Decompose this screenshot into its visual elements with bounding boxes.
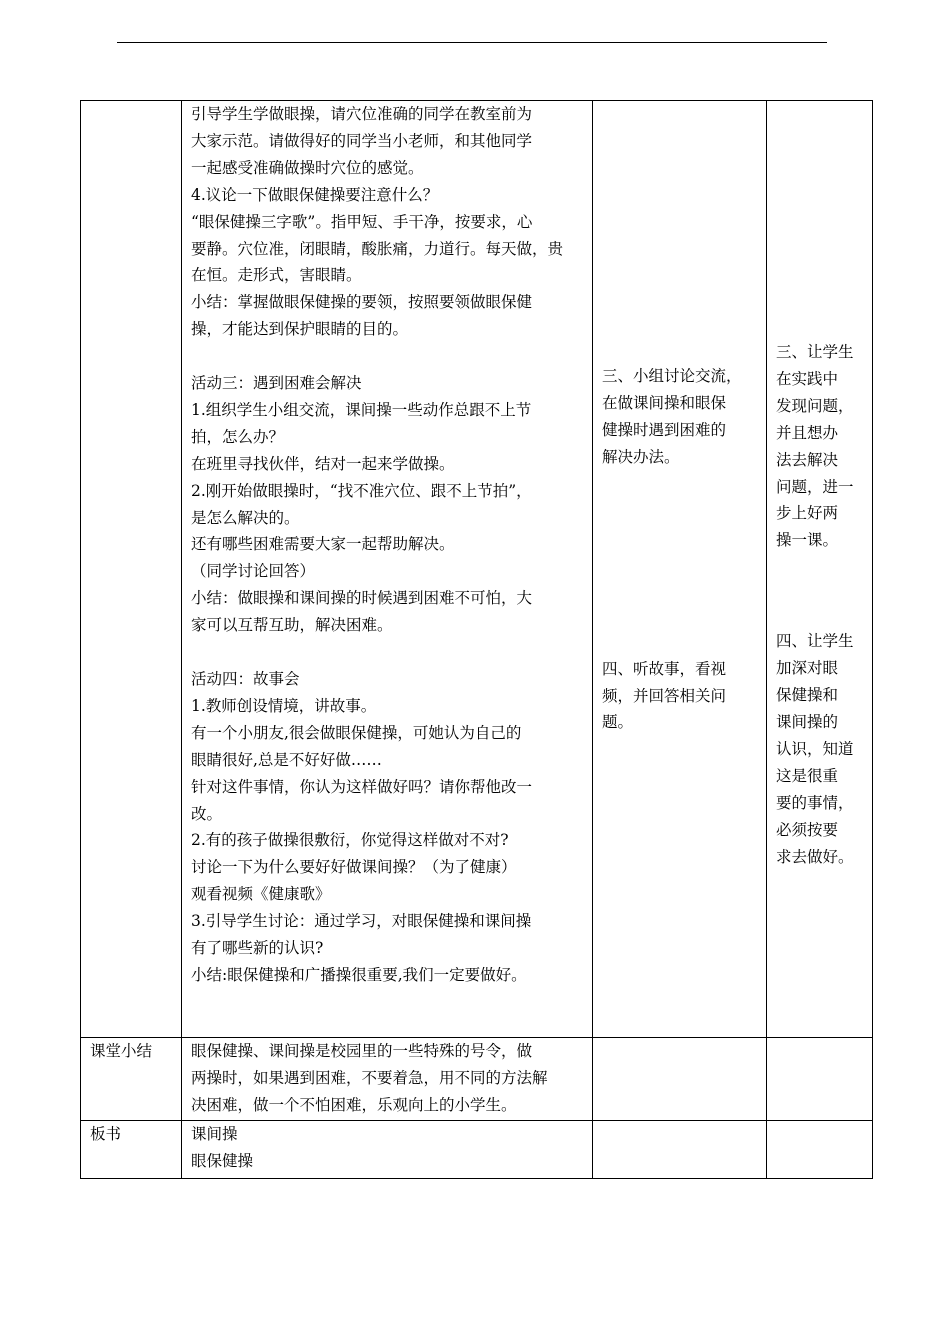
- student-activity-3-line: 解决办法。: [602, 447, 680, 466]
- blank-line: [191, 639, 583, 666]
- process-line: 在恒。走形式，害眼睛。: [191, 266, 362, 285]
- process-line: 小结：掌握做眼保健操的要领，按照要领做眼保健: [191, 293, 533, 312]
- student-activity-3-line: 在做课间操和眼保: [602, 393, 727, 412]
- board-line: 课间操: [191, 1125, 238, 1143]
- summary-empty-cell: [767, 1038, 873, 1121]
- design-intent-4-line: 课间操的: [776, 712, 839, 731]
- process-line: 眼睛很好,总是不好好做……: [191, 750, 382, 769]
- summary-row: [81, 1038, 873, 1121]
- process-line: 有一个小朋友,很会做眼保健操，可她认为自己的: [191, 723, 522, 742]
- process-line: 要静。穴位准，闭眼睛，酸胀痛，力道行。每天做，贵: [191, 239, 564, 258]
- process-line: 2.有的孩子做操很敷衍，你觉得这样做对不对?: [191, 831, 509, 850]
- process-line: “眼保健操三字歌”。指甲短、手干净，按要求，心: [191, 212, 533, 231]
- board-empty-cell: [593, 1121, 767, 1179]
- process-line: 针对这件事情，你认为这样做好吗？请你帮他改一: [191, 777, 533, 796]
- design-intent-4-line: 保健操和: [776, 686, 839, 705]
- student-activity-4-line: 四、听故事，看视: [602, 659, 727, 678]
- process-line: 2.刚开始做眼操时，“找不准穴位、跟不上节拍”，: [191, 481, 532, 500]
- summary-label: 课堂小结: [81, 1038, 182, 1121]
- design-intent-3-line: 并且想办: [776, 423, 839, 442]
- design-intent-4-line: 加深对眼: [776, 659, 839, 678]
- student-activity-3-line: 健操时遇到困难的: [602, 420, 727, 439]
- process-line: 改。: [191, 804, 223, 823]
- blank-line: [191, 343, 583, 370]
- process-line: 引导学生学做眼操，请穴位准确的同学在教室前为: [191, 105, 533, 123]
- process-line: 一起感受准确做操时穴位的感觉。: [191, 158, 424, 177]
- student-activity-cell: [593, 101, 767, 1038]
- process-line: 1.教师创设情境，讲故事。: [191, 696, 377, 715]
- design-intent-4-line: 认识，知道: [776, 739, 854, 758]
- board-row: [81, 1121, 873, 1179]
- header-rule: [117, 42, 827, 43]
- process-line: 还有哪些困难需要大家一起帮助解决。: [191, 535, 455, 554]
- process-line: 是怎么解决的。: [191, 508, 300, 527]
- process-line: 操，才能达到保护眼睛的目的。: [191, 320, 409, 339]
- activity-row: [81, 101, 873, 1038]
- design-intent-cell: [767, 101, 873, 1038]
- lesson-plan-table: [80, 100, 873, 1179]
- process-line: 讨论一下为什么要好好做课间操？（为了健康）: [191, 858, 517, 877]
- student-activity-4-line: 题。: [602, 713, 634, 732]
- process-line: 小结：做眼操和课间操的时候遇到困难不可怕，大: [191, 589, 533, 608]
- teaching-process-cell: [182, 101, 593, 1038]
- process-line: 观看视频《健康歌》: [191, 885, 331, 904]
- board-content-cell: [182, 1121, 593, 1179]
- board-empty-cell: [767, 1121, 873, 1179]
- design-intent-4-line: 这是很重: [776, 766, 839, 785]
- activity-3-heading: 活动三：遇到困难会解决: [191, 374, 362, 393]
- design-intent-3-line: 法去解决: [776, 450, 839, 469]
- activity-row-label-cell: [81, 101, 182, 1038]
- summary-line: 决困难，做一个不怕困难，乐观向上的小学生。: [191, 1095, 517, 1114]
- design-intent-3-line: 问题，进一: [776, 477, 854, 496]
- process-line: 3.引导学生讨论：通过学习，对眼保健操和课间操: [191, 912, 532, 931]
- process-line: 在班里寻找伙伴，结对一起来学做操。: [191, 454, 455, 473]
- student-activity-3-line: 三、小组讨论交流，: [602, 367, 742, 385]
- process-line: 有了哪些新的认识?: [191, 939, 324, 958]
- activity-4-heading: 活动四：故事会: [191, 670, 300, 688]
- process-line: 大家示范。请做得好的同学当小老师，和其他同学: [191, 131, 533, 150]
- board-label: 板书: [81, 1121, 182, 1179]
- design-intent-3-line: 步上好两: [776, 504, 839, 523]
- summary-line: 两操时，如果遇到困难，不要着急，用不同的方法解: [191, 1068, 548, 1087]
- process-line: 小结:眼保健操和广播操很重要,我们一定要做好。: [191, 965, 527, 984]
- design-intent-4-line: 求去做好。: [776, 847, 854, 866]
- design-intent-3-line: 操一课。: [776, 531, 839, 550]
- summary-empty-cell: [593, 1038, 767, 1121]
- summary-line: 眼保健操、课间操是校园里的一些特殊的号令，做: [191, 1042, 533, 1060]
- board-line: 眼保健操: [191, 1151, 254, 1170]
- design-intent-4-line: 要的事情，: [776, 793, 854, 812]
- design-intent-3-line: 在实践中: [776, 369, 839, 388]
- process-line: 1.组织学生小组交流，课间操一些动作总跟不上节: [191, 400, 532, 419]
- process-line: （同学讨论回答）: [191, 562, 316, 581]
- design-intent-3-line: 三、让学生: [776, 343, 854, 361]
- student-activity-4-line: 频，并回答相关问: [602, 686, 727, 705]
- process-line: 家可以互帮互助，解决困难。: [191, 616, 393, 635]
- design-intent-4-line: 四、让学生: [776, 632, 854, 651]
- summary-content-cell: [182, 1038, 593, 1121]
- process-line: 拍，怎么办？: [191, 427, 285, 446]
- process-line: 4.议论一下做眼保健操要注意什么？: [191, 185, 439, 204]
- design-intent-3-line: 发现问题，: [776, 396, 854, 415]
- design-intent-4-line: 必须按要: [776, 820, 839, 839]
